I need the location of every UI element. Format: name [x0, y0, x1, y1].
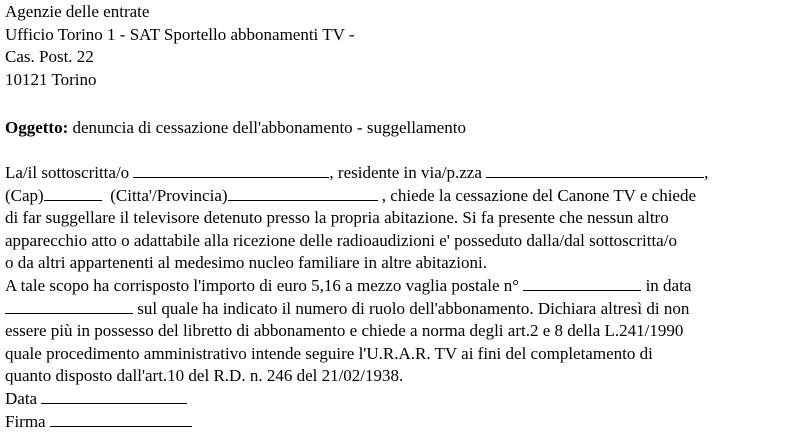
signature-line	[5, 411, 797, 434]
cap-field-blank[interactable]	[44, 185, 102, 201]
body-text: (Citta'/Provincia)	[110, 185, 228, 205]
recipient-address	[5, 1, 355, 91]
subject-label: Oggetto:	[5, 118, 69, 137]
body-line-1	[5, 162, 797, 185]
date-label: Data	[5, 388, 38, 408]
body-text: sul quale ha indicato il numero di ruolo dell'abbonamento. Dichiara altresì di non	[137, 298, 690, 318]
vaglia-number-blank[interactable]	[523, 275, 641, 291]
date-field-blank[interactable]	[41, 388, 187, 404]
recipient-line-2: Ufficio Torino 1 - SAT Sportello abbonamenti TV -	[5, 24, 355, 44]
body-line-8: essere più in possesso del libretto di abbonamento e chiede a norma degli art.2 e 8 della L.241/1990	[5, 321, 684, 341]
body-text: , residente in via/p.zza	[329, 163, 482, 182]
body-line-10: quanto disposto dall'art.10 del R.D. n. 246 del 21/02/1938.	[5, 366, 404, 386]
subject-text: denuncia di cessazione dell'abbonamento - suggellamento	[72, 118, 466, 137]
address-field-blank[interactable]	[486, 162, 704, 178]
recipient-line-4: 10121 Torino	[5, 69, 97, 89]
document-page	[5, 0, 797, 448]
payment-date-blank[interactable]	[5, 298, 133, 314]
body-text: in data	[645, 275, 692, 295]
body-line-6	[5, 275, 797, 298]
body-line-5: o da altri appartenenti al medesimo nucleo familiare in altre abitazioni.	[5, 253, 487, 273]
city-field-blank[interactable]	[228, 185, 378, 201]
signature-field-blank[interactable]	[50, 411, 192, 427]
body-line-4: apparecchio atto o adattabile alla ricezione delle radioaudizioni e' posseduto dalla/dal sottoscritta/o	[5, 230, 677, 250]
body-text: La/il sottoscritta/o	[5, 163, 130, 182]
body-line-9: quale procedimento amministrativo intende seguire l'U.R.A.R. TV ai fini del completamento di	[5, 343, 653, 363]
subject-line	[5, 117, 466, 140]
letter-body	[5, 162, 797, 433]
signature-label: Firma	[5, 411, 46, 431]
recipient-line-1: Agenzie delle entrate	[5, 2, 150, 21]
body-text: ,	[704, 163, 709, 182]
name-field-blank[interactable]	[133, 162, 329, 178]
date-line	[5, 388, 797, 411]
body-text: A tale scopo ha corrisposto l'importo di euro 5,16 a mezzo vaglia postale n°	[5, 275, 520, 295]
recipient-line-3: Cas. Post. 22	[5, 47, 94, 67]
body-line-7	[5, 298, 797, 321]
body-line-3: di far suggellare il televisore detenuto presso la propria abitazione. Si fa presente che nessun altro	[5, 208, 669, 228]
body-text: , chiede la cessazione del Canone TV e chiede	[381, 185, 697, 205]
body-line-2	[5, 185, 797, 208]
body-text: (Cap)	[5, 185, 44, 205]
